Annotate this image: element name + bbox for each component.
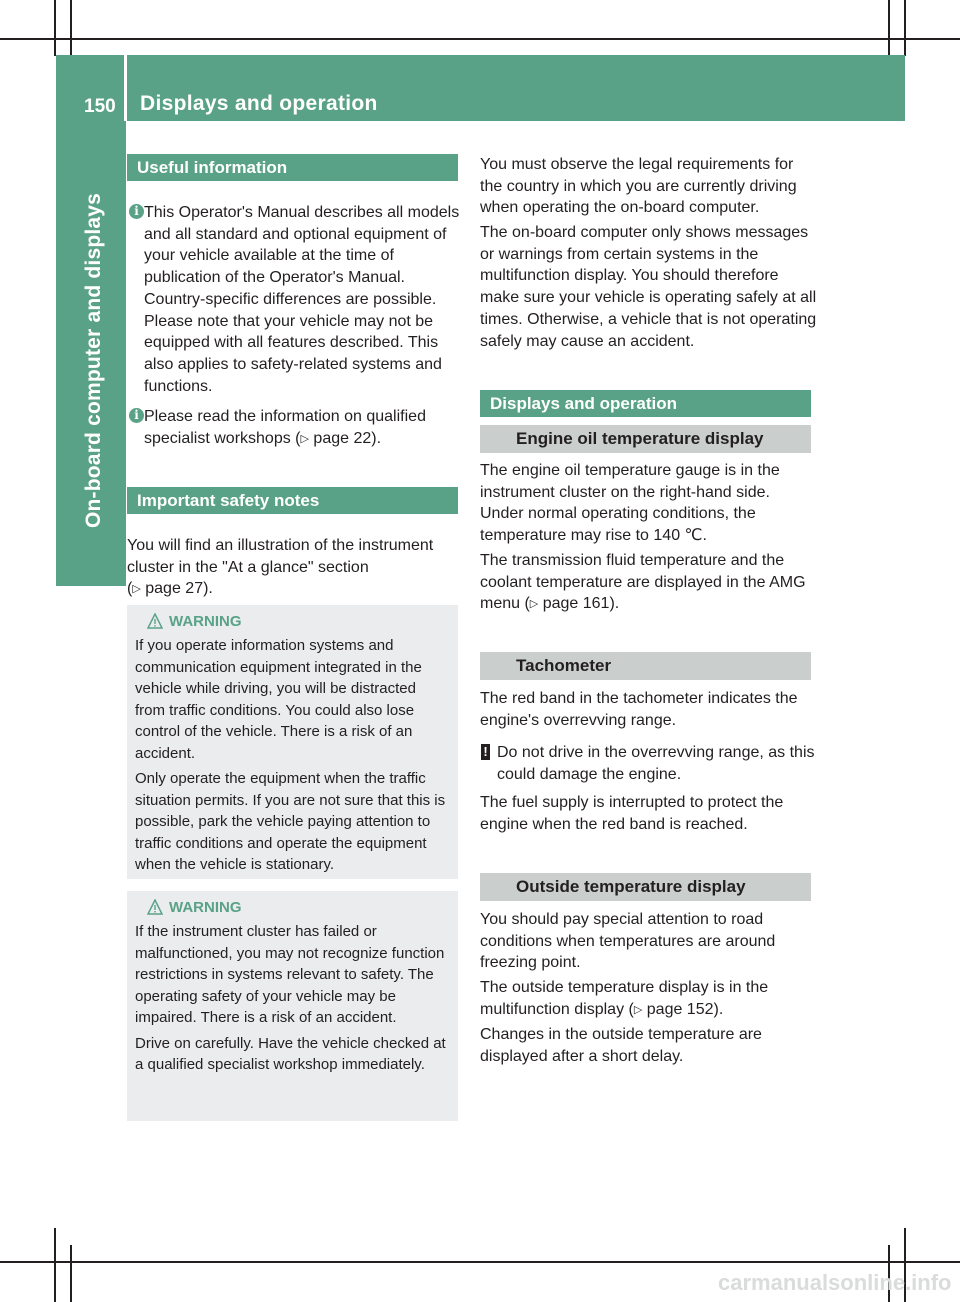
watermark: carmanualsonline.info [718, 1270, 952, 1295]
warning-text: If the instrument cluster has failed or malfunctioned, you may not recognize function restrictions in systems relevant to safety. The operating safety of your vehicle may be impaired. There is a risk of an accident. [135, 923, 445, 1026]
warning-text: If you operate information systems and communication equipment integrated in the vehicle while driving, you will be distracted from traffic conditions. You could also lose control of the vehicle. There is a risk of an accident. [135, 637, 422, 762]
caution-note-text: Do not drive in the overrevving range, as this could damage the engine. [497, 744, 815, 783]
page-number: 150 [84, 96, 116, 117]
side-tab-label: On-board computer and displays [82, 192, 105, 528]
warning-label: WARNING [169, 613, 242, 630]
body-paragraph [480, 550, 817, 616]
crop-mark [54, 0, 56, 56]
crop-mark [54, 1228, 56, 1302]
crop-mark [70, 0, 72, 56]
crop-mark [70, 1245, 72, 1302]
info-icon: i [129, 408, 144, 423]
section-heading: Important safety notes [127, 487, 458, 514]
page-ref-link[interactable]: page 152 [646, 1000, 714, 1018]
subsection-heading: Outside temperature display [480, 873, 811, 901]
page-ref-arrow-icon: ▷ [633, 1003, 643, 1016]
section-heading: Displays and operation [480, 390, 811, 417]
page-ref-arrow-icon: ▷ [132, 583, 141, 596]
page-ref-link[interactable]: page 22 [313, 429, 372, 447]
exclamation-icon: ! [481, 744, 490, 760]
crop-mark [0, 1261, 960, 1263]
warning-triangle-icon [147, 613, 163, 629]
punctuation: ). [609, 595, 620, 613]
page-ref-link[interactable]: page 27 [145, 580, 204, 598]
info-note [127, 406, 464, 450]
punctuation: ). [203, 580, 213, 598]
warning-box [127, 605, 458, 879]
info-icon: i [129, 204, 144, 219]
body-paragraph: You must observe the legal requirements for the country in which you are currently driving when operating the on-board computer. [480, 156, 797, 217]
subsection-heading: Tachometer [480, 652, 811, 680]
body-paragraph: The fuel supply is interrupted to protect the engine when the red band is reached. [480, 794, 784, 833]
warning-heading [135, 611, 450, 633]
crop-mark [0, 38, 960, 40]
punctuation: ). [371, 429, 382, 447]
warning-text: Drive on carefully. Have the vehicle checked at a qualified specialist workshop immediately. [135, 1034, 446, 1073]
body-paragraph: The red band in the tachometer indicates the engine's overrevving range. [480, 690, 798, 729]
info-note-text: Please read the information on qualified specialist workshops ( [144, 408, 426, 447]
page-ref-arrow-icon: ▷ [529, 598, 539, 611]
subsection-heading: Engine oil temperature display [480, 425, 811, 453]
body-paragraph: You should pay special attention to road conditions when temperatures are around freezing point. [480, 911, 776, 972]
body-text: The outside temperature display is in the multifunction display ( [480, 979, 769, 1018]
body-text: The transmission fluid temperature and the coolant temperature are displayed in the AMG menu ( [480, 552, 806, 613]
warning-box [127, 891, 458, 1121]
section-heading: Useful information [127, 154, 458, 181]
crop-mark [888, 0, 890, 56]
body-paragraph: The engine oil temperature gauge is in the instrument cluster on the right-hand side. Under normal operating conditions, the temperature may rise to 140 ℃. [480, 462, 780, 545]
crop-mark [904, 0, 906, 56]
body-paragraph: The on-board computer only shows messages or warnings from certain systems in the multifunction display. You should therefore make sure your vehicle is operating safely at all times. Otherwise, a vehicle that is not operating safely may cause an accident. [480, 224, 817, 350]
punctuation: ). [713, 1000, 724, 1018]
body-text: You will find an illustration of the instrument cluster in the "At a glance" section [127, 537, 434, 576]
warning-triangle-icon [147, 899, 163, 915]
info-note [127, 202, 464, 397]
warning-heading [135, 897, 450, 919]
warning-label: WARNING [169, 899, 242, 916]
info-note-text: This Operator's Manual describes all models and all standard and optional equipment of your vehicle available at the time of publication of the Operator's Manual. Country-specific differences are possible. Please note that your vehicle may not be equipped with all features described. This also applies to safety-related systems and functions. [144, 204, 460, 395]
page-title: Displays and operation [140, 92, 378, 115]
caution-note [480, 742, 817, 785]
body-paragraph [480, 977, 817, 1021]
header-separator [124, 55, 127, 121]
page-ref-arrow-icon: ▷ [300, 432, 309, 445]
page-ref-link[interactable]: page 161 [542, 595, 610, 613]
body-paragraph: You will find an illustration of the instrument cluster in the "At a glance" section (▷ page 27). [127, 537, 434, 598]
warning-text: Only operate the equipment when the traffic situation permits. If you are not sure that this is possible, park the vehicle paying attention to traffic conditions and operate the equipment when the vehicle is stationary. [135, 770, 446, 873]
body-paragraph: Changes in the outside temperature are displayed after a short delay. [480, 1026, 762, 1065]
